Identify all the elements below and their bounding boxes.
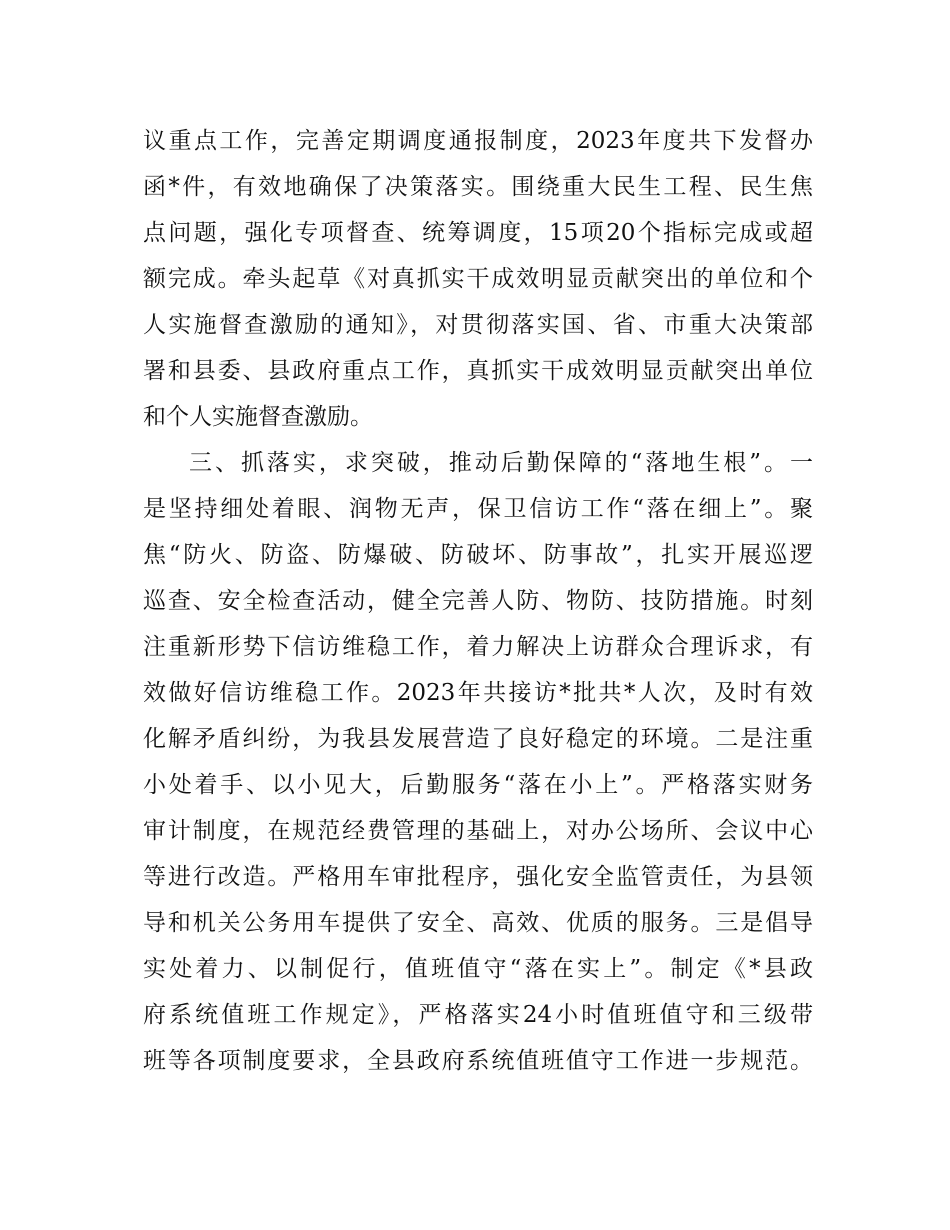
- text-line: 小处着手、以小见大，后勤服务“落在小上”。严格落实财务: [143, 772, 813, 798]
- text-line: 点问题，强化专项督查、统筹调度，15项20个指标完成或超: [143, 220, 813, 246]
- document-body: [143, 118, 813, 1084]
- text-line: 注重新形势下信访维稳工作，着力解决上访群众合理诉求，有: [143, 634, 813, 660]
- text-line: 焦“防火、防盗、防爆破、防破坏、防事故”，扎实开展巡逻: [143, 542, 813, 568]
- text-line: 和个人实施督查激励。: [143, 404, 373, 430]
- text-line: 导和机关公务用车提供了安全、高效、优质的服务。三是倡导: [143, 910, 813, 936]
- text-line: 议重点工作，完善定期调度通报制度，2023年度共下发督办: [143, 128, 813, 154]
- text-line: 化解矛盾纠纷，为我县发展营造了良好稳定的环境。二是注重: [143, 726, 813, 752]
- text-line: 额完成。牵头起草《对真抓实干成效明显贡献突出的单位和个: [143, 266, 813, 292]
- text-line: 署和县委、县政府重点工作，真抓实干成效明显贡献突出单位: [143, 358, 813, 384]
- text-line: 函*件，有效地确保了决策落实。围绕重大民生工程、民生焦: [143, 174, 813, 200]
- text-line: 等进行改造。严格用车审批程序，强化安全监管责任，为县领: [143, 864, 813, 890]
- text-line: 审计制度，在规范经费管理的基础上，对办公场所、会议中心: [143, 818, 813, 844]
- section-heading-line: 三、抓落实，求突破，推动后勤保障的“落地生根”。一: [189, 450, 813, 476]
- text-line: 班等各项制度要求，全县政府系统值班值守工作进一步规范。: [143, 1048, 813, 1074]
- text-line: 府系统值班工作规定》，严格落实24小时值班值守和三级带: [143, 1002, 813, 1028]
- text-line: 人实施督查激励的通知》，对贯彻落实国、省、市重大决策部: [143, 312, 813, 338]
- text-line: 巡查、安全检查活动，健全完善人防、物防、技防措施。时刻: [143, 588, 813, 614]
- text-line: 效做好信访维稳工作。2023年共接访*批共*人次，及时有效: [143, 680, 813, 706]
- text-line: 实处着力、以制促行，值班值守“落在实上”。制定《*县政: [143, 956, 813, 982]
- text-line: 是坚持细处着眼、润物无声，保卫信访工作“落在细上”。聚: [143, 496, 813, 522]
